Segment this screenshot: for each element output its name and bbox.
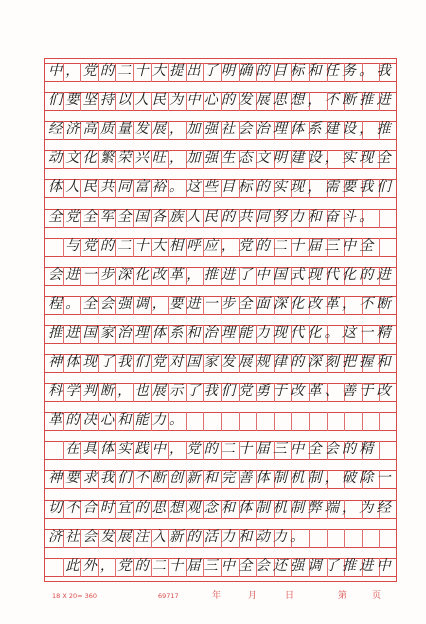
text-line: 们要坚持以人民为中心的发展思想，不断推进 — [48, 92, 394, 109]
text-line: 此外，党的二十届三中全会还强调了推进中 — [48, 557, 394, 574]
paper-code: 69717 — [158, 592, 179, 600]
text-line: 革的决心和能力。 — [48, 412, 187, 429]
text-line: 经济高质量发展，加强社会治理体系建设，推 — [48, 121, 394, 138]
day-label: 日 — [285, 591, 295, 601]
text-line: 程。全会强调，要进一步全面深化改革，不断 — [48, 295, 394, 312]
page-label: 第 — [338, 591, 348, 601]
year-label: 年 — [212, 591, 222, 601]
text-line: 切不合时宜的思想观念和体制机制弊端，为经 — [48, 499, 394, 516]
page-suffix-label: 页 — [372, 591, 382, 601]
text-line: 济社会发展注入新的活力和动力。 — [48, 528, 308, 545]
text-line: 全党全军全国各族人民的共同努力和奋斗。 — [48, 208, 377, 225]
text-line: 科学判断，也展示了我们党勇于改革、善于改 — [48, 383, 394, 400]
text-line: 神要求我们不断创新和完善体制机制，破除一 — [48, 470, 394, 487]
text-line: 会进一步深化改革，推进了中国式现代化的进 — [48, 266, 394, 283]
grid-spec-label: 18 X 20= 360 — [52, 592, 98, 600]
text-line: 在具体实践中，党的二十届三中全会的精 — [48, 441, 377, 458]
text-line: 中，党的二十大提出了明确的目标和任务。我 — [48, 63, 394, 79]
text-line: 推进国家治理体系和治理能力现代化。这一精 — [48, 324, 394, 341]
text-line: 神体现了我们党对国家发展规律的深刻把握和 — [48, 354, 394, 370]
text-line: 体人民共同富裕。这些目标的实现，需要我们 — [48, 179, 394, 196]
month-label: 月 — [248, 591, 258, 601]
text-line: 与党的二十大相呼应，党的二十届三中全 — [48, 237, 377, 254]
text-line: 动文化繁荣兴旺，加强生态文明建设，实现全 — [48, 150, 394, 167]
